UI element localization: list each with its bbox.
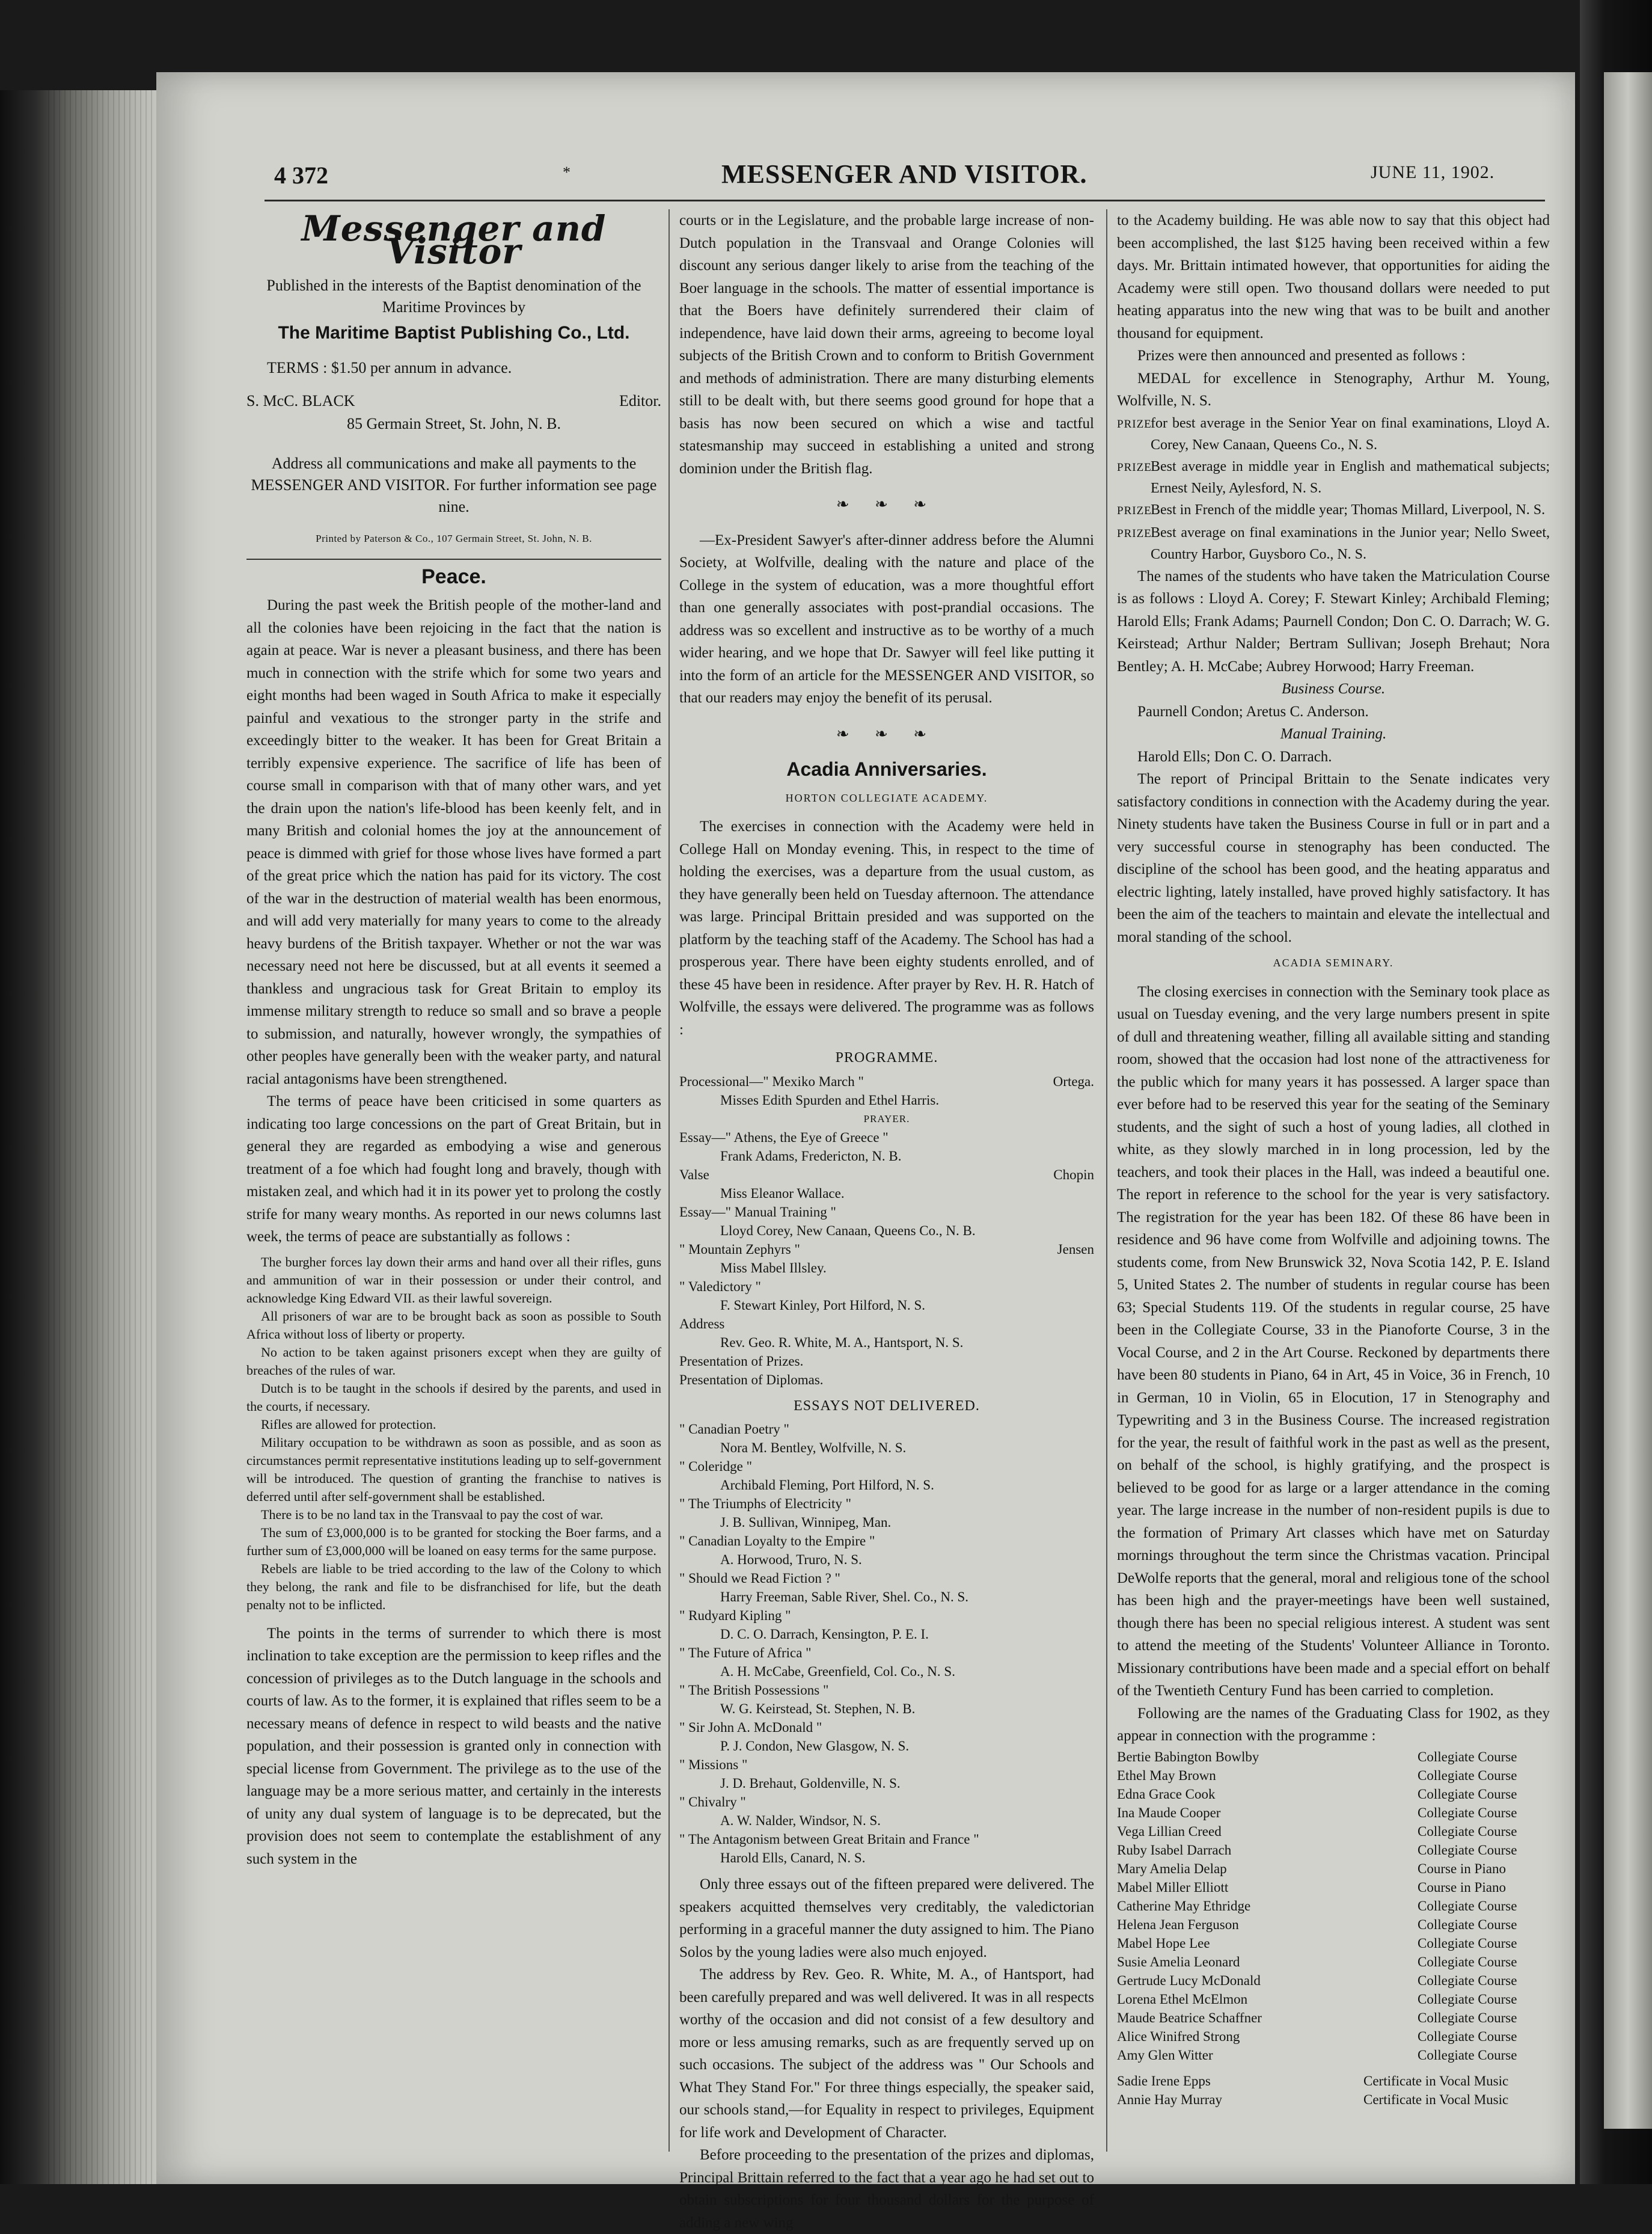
acadia-headline: Acadia Anniversaries. [786, 758, 987, 780]
masthead-address: 85 Germain Street, St. John, N. B. [346, 414, 561, 432]
masthead-instructions: Address all communications and make all payments to the MESSENGER AND VISITOR. For further information see page nine. [251, 455, 657, 515]
programme-item: Processional—" Mexiko March " Ortega. Misses Edith Spurden and Ethel Harris. [679, 1073, 1094, 1108]
peace-term: All prisoners of war are to be brought back as soon as possible to South Africa without loss of liberty or property. [246, 1308, 661, 1342]
sawyer-paragraph: —Ex-President Sawyer's after-dinner address before the Alumni Society, at Wolfville, dealing with the nature and place of the College in the system of education, was a more thoughtful effort than one generally associates with post-prandial occasions. The address was so excellent and instructive as to be worthy of a much wider hearing, and we hope that Dr. Sawyer will feel like putting it into the form of an article for the MESSENGER AND VISITOR, so that our readers may enjoy the benefit of its perusal. [679, 532, 1094, 706]
acadia-paragraph-7: The closing exercises in connection with the Seminary took place as usual on Tuesday evening, and the very large numbers present in spite of dull and threatening weather, filling all available sitting and standing room, showed that the occasion had lost none of the attractiveness for the public which for many years it has possessed. A larger space than ever before had to be reserved this year for the seating of the Seminary students, and the sight of such a host of young ladies, all clothed in white, as they slowly marched in in long procession, led by the teachers, and took their places in the Hall, was indeed a beautiful one. The report in reference to the school for the year is very satisfactory. The registration for the year has been 182. Of these 86 have been in residence and 96 have come from Wolfville and adjoining towns. The students come, from New Brunswick 32, Nova Scotia 142, P. E. Island 5, United States 2. The number of students in regular course has been 63; Special Students 119. Of the students in regular course, 25 have been in the Collegiate Course, 33 in the Pianoforte Course, 3 in the Vocal Course, and 2 in the Art Course. Reckoned by departments there have been 80 students in Piano, 64 in Art, 45 in Voice, 36 in French, 10 in German, 10 in Violin, 65 in Elocution, 17 in Stenography and Typewriting and 3 in the Business Course. The increased registration for the year, the result of faithful work in the past as well as the present, on behalf of the school, is highly gratifying, and the prospect is believed to be good for as large or a larger attendance in the coming year. The large increase in the number of non-resident pupils is due to the formation of Primary Art classes which have met on Saturday mornings throughout the term since the Christmas vacation. Principal DeWolfe reports that the general, moral and religious tone of the school has been high and the prayer-meetings have been well sustained, though there has been no special religious interest. A student was sent to attend the meeting of the Students' Volunteer Alliance in Toronto. Missionary contributions have been made and a special effort on behalf of the Twentieth Century Fund has been carried to completion. [1117, 983, 1550, 1699]
prize-item: PRIZE for best average in the Senior Year on final examinations, Lloyd A. Corey, New Canaan, Queens Co., N. S. [1117, 415, 1550, 453]
column-1 [246, 209, 661, 1870]
prize-item: PRIZE Best average in middle year in English and mathematical subjects; Ernest Neily, Aylesford, N. S. [1117, 458, 1550, 496]
divider-stars: ❧ ❧ ❧ [836, 496, 938, 513]
page-title: MESSENGER AND VISITOR. [721, 159, 1088, 189]
masthead-publisher: The Maritime Baptist Publishing Co., Ltd. [278, 323, 630, 343]
peace-term: Rifles are allowed for protection. [261, 1416, 436, 1432]
graduate-row: Ruby Isabel Darrach Collegiate Course [1117, 1842, 1517, 1858]
graduate-row: Lorena Ethel McElmon Collegiate Course [1117, 1991, 1517, 2007]
graduate-row: Susie Amelia Leonard Collegiate Course [1117, 1954, 1517, 1969]
medal-line: MEDAL for excellence in Stenography, Arthur M. Young, Wolfville, N. S. [1117, 370, 1550, 409]
printer-line: Printed by Paterson & Co., 107 Germain Street, St. John, N. B. [316, 533, 592, 544]
essay-item: " The British Possessions " W. G. Keirstead, St. Stephen, N. B. [679, 1683, 916, 1716]
graduates-list [1117, 1748, 1550, 2064]
header-rule [265, 200, 1545, 201]
programme-item: Essay—" Athens, the Eye of Greece " Frank Adams, Fredericton, N. B. [679, 1129, 902, 1164]
peace-term: There is to be no land tax in the Transvaal to pay the cost of war. [261, 1506, 604, 1522]
programme-item: Valse Chopin Miss Eleanor Wallace. [679, 1167, 1094, 1201]
editor-line [246, 390, 661, 413]
acadia-paragraph-3: The address by Rev. Geo. R. White, M. A., of Hantsport, had been carefully prepared and was well delivered. It was in all respects worthy of the occasion and did not consist of a few desultory and more or less amusing remarks, such as are frequently served up on such occasions. The subject of the address was " Our Schools and What They Stand For." For three things especially, the speaker said, our schools stand,—for Equality in respect to privileges, Equipment for life work and Development of Character. [679, 1966, 1094, 2141]
editor-name: S. McC. BLACK [246, 392, 355, 410]
peace-term: The burgher forces lay down their arms and hand over all their rifles, guns and ammunition of war in their possession or under their control, and acknowledge King Edward VII. as their lawful sovereign. [246, 1254, 661, 1306]
peace-paragraph-2: The terms of peace have been criticised in some quarters as indicating too large concessions on the part of Great Britain, but in general they are regarded as embodying a wise and generous treatment of a foe which had fought long and bravely, though with mistaken zeal, and which had it in its power yet to prolong the costly strife for many weary months. As reported in our news columns last week, the terms of peace are substantially as follows : [246, 1093, 661, 1245]
essay-item: " Chivalry " A. W. Nalder, Windsor, N. S. [679, 1794, 881, 1828]
essay-item: " The Antagonism between Great Britain and France " Harold Ells, Canard, N. S. [679, 1832, 979, 1865]
business-course-heading: Business Course. [1281, 681, 1386, 697]
graduate-row: Mary Amelia Delap Course in Piano [1117, 1861, 1506, 1876]
graduate-row: Mabel Hope Lee Collegiate Course [1117, 1935, 1517, 1951]
prize-item: PRIZE Best average on final examinations in the Junior year; Nello Sweet, Country Harbor, Guysboro Co., N. S. [1117, 524, 1550, 562]
peace-term: Military occupation to be withdrawn as soon as possible, and as soon as circumstances permit representative institutions leading up to self-government will be introduced. The question of granting the franchise to natives is deferred until after self-government shall be established. [246, 1434, 661, 1504]
divider-stars: ❧ ❧ ❧ [836, 725, 938, 743]
essay-item: " Rudyard Kipling " D. C. O. Darrach, Kensington, P. E. I. [679, 1608, 929, 1642]
header-star: * [563, 164, 571, 181]
essay-item: " Should we Read Fiction ? " Harry Freeman, Sable River, Shel. Co., N. S. [679, 1571, 969, 1604]
prizes-intro: Prizes were then announced and presented as follows : [1137, 348, 1466, 364]
column-2 [679, 209, 1094, 2234]
essay-item: " Missions " J. D. Brehaut, Goldenville, N. S. [679, 1757, 901, 1791]
prize-item: PRIZE Best in French of the middle year; Thomas Millard, Liverpool, N. S. [1117, 502, 1546, 518]
book-page-edges [0, 90, 162, 2184]
essay-item: " The Triumphs of Electricity " J. B. Sullivan, Winnipeg, Man. [679, 1496, 892, 1530]
peace-terms-list [246, 1253, 661, 1614]
matriculation-paragraph: The names of the students who have taken the Matriculation Course is as follows : Lloyd A. Corey; F. Stewart Kinley; Archibald Fleming; Harold Ells; Frank Adams; Paurnell Condon; Don C. O. Darrach; W. G. Keirstead; Arthur Nalder; Bertram Sullivan; Joseph Brehaut; Nora Bentley; A. H. McCabe; Aubrey Horwood; Harry Freeman. [1117, 568, 1550, 675]
essay-item: " The Future of Africa " A. H. McCabe, Greenfield, Col. Co., N. S. [679, 1645, 955, 1679]
programme-item: PRAYER. [863, 1112, 910, 1125]
acadia-paragraph-6: The report of Principal Brittain to the Senate indicates very satisfactory conditions in connection with the Academy during the year. Ninety students have taken the Business Course in full or in part and a very successful course in stenography has been conducted. The discipline of the school has been good, and the heating apparatus and electric lighting, lately installed, have proved highly satisfactory. It has been the aim of the teachers to maintain and elevate the intellectual and moral standing of the school. [1117, 771, 1550, 945]
page-header [156, 161, 1575, 203]
graduate-row: Bertie Babington Bowlby Collegiate Course [1117, 1749, 1517, 1764]
certificate-row: Sadie Irene Epps Certificate in Vocal Music [1117, 2073, 1509, 2088]
programme-item: " Mountain Zephyrs " Jensen Miss Mabel Illsley. [679, 1241, 1094, 1275]
peace-term: The sum of £3,000,000 is to be granted for stocking the Boer farms, and a further sum of £3,000,000 will be loaned on easy terms for the same purpose. [246, 1524, 661, 1558]
graduate-row: Ethel May Brown Collegiate Course [1117, 1767, 1517, 1783]
essay-item: " Sir John A. McDonald " P. J. Condon, New Glasgow, N. S. [679, 1720, 910, 1754]
acadia-paragraph-8: Following are the names of the Graduating Class for 1902, as they appear in connection with the programme : [1117, 1705, 1550, 1744]
manual-training-names: Harold Ells; Don C. O. Darrach. [1137, 748, 1332, 765]
graduate-row: Vega Lillian Creed Collegiate Course [1117, 1823, 1517, 1839]
essay-item: " Canadian Loyalty to the Empire " A. Horwood, Truro, N. S. [679, 1533, 875, 1567]
certificate-row: Annie Hay Murray Certificate in Vocal Music [1117, 2091, 1509, 2107]
graduate-row: Edna Grace Cook Collegiate Course [1117, 1786, 1517, 1802]
peace-paragraph-1: During the past week the British people of the mother-land and all the colonies have been rejoicing in the fact that the nation is again at peace. War is never a pleasant business, and there has been much in connection with the strife which for some two years and eight months had been waged in South Africa to make it especially painful and vexatious to the stronger party in the strife and exceedingly bitter to the weaker. It has been for Great Britain a terribly expensive experience. The sacrifice of life has been of course small in comparison with that of many other wars, and yet the drain upon the nation's life-blood has been keenly felt, and in many British and colonial homes the joy at the announcement of peace is dimmed with grief for those whose lives have formed a part of the great price which the nation has paid for its victory. The cost of the war in the destruction of material wealth has been enormous, and will add very materially for many years to come to the already heavy burdens of the British taxpayer. Whether or not the war was necessary need not here be discussed, but at all events it seemed a thankless and ungracious task for Great Britain to employ its immense military strength to reduce so small and so brave a people to submission, and naturally, however wrongly, the sympathies of other peoples have generally been with the weaker party, and natural racial antagonisms have been strengthened. [246, 597, 661, 1087]
masthead-terms: TERMS : $1.50 per annum in advance. [267, 358, 512, 376]
column-rule-1 [668, 209, 670, 2152]
programme-item: Address Rev. Geo. R. White, M. A., Hantsport, N. S. [679, 1316, 964, 1350]
graduate-row: Amy Glen Witter Collegiate Course [1117, 2047, 1517, 2063]
next-page-sliver [1604, 72, 1652, 2129]
newspaper-page [156, 72, 1575, 2231]
graduate-row: Helena Jean Ferguson Collegiate Course [1117, 1916, 1517, 1932]
column-3 [1117, 209, 1550, 2109]
programme-list [679, 1072, 1094, 1389]
certificates-list [1117, 2072, 1550, 2109]
seminary-heading: ACADIA SEMINARY. [1273, 957, 1394, 969]
graduate-row: Alice Winifred Strong Collegiate Course [1117, 2028, 1517, 2044]
graduate-row: Ina Maude Cooper Collegiate Course [1117, 1805, 1517, 1820]
column-rule-2 [1106, 209, 1107, 2152]
acadia-paragraph-4: Before proceeding to the presentation of the prizes and diplomas, Principal Brittain referred to the fact that a year ago he had set out to obtain subscriptions for four thousand dollars for the purpose of adding a new wing [679, 2147, 1094, 2231]
programme-item: Essay—" Manual Training " Lloyd Corey, New Canaan, Queens Co., N. B. [679, 1204, 976, 1238]
peace-term: No action to be taken against prisoners except when they are guilty of breaches of the rules of war. [246, 1344, 661, 1378]
programme-item: " Valedictory " F. Stewart Kinley, Port Hilford, N. S. [679, 1278, 926, 1313]
essay-item: " Coleridge " Archibald Fleming, Port Hilford, N. S. [679, 1459, 934, 1493]
acadia-paragraph-2: Only three essays out of the fifteen prepared were delivered. The speakers acquitted themselves very creditably, the valedictorian performing in a graceful manner the duty assigned to him. The Piano Solos by the young ladies were also much enjoyed. [679, 1876, 1094, 1960]
acadia-paragraph-1: The exercises in connection with the Academy were held in College Hall on Monday evening. This, in respect to the time of holding the exercises, was a departure from the usual custom, as they have generally been held on Tuesday afternoon. The attendance was large. Principal Brittain presided and was supported on the platform by the teaching staff of the Academy. The School has had a prosperous year. There have been eighty students enrolled, and of these 45 have been in residence. After prayer by Rev. H. R. Hatch of Wolfville, the essays were delivered. The programme was as follows : [679, 818, 1094, 1038]
programme-item: Presentation of Diplomas. [679, 1372, 824, 1387]
prizes-list [1117, 413, 1550, 565]
graduate-row: Gertrude Lucy McDonald Collegiate Course [1117, 1972, 1517, 1988]
programme-heading: PROGRAMME. [835, 1050, 938, 1066]
programme-item: Presentation of Prizes. [679, 1353, 804, 1369]
graduate-row: Mabel Miller Elliott Course in Piano [1117, 1879, 1506, 1895]
business-course-names: Paurnell Condon; Aretus C. Anderson. [1137, 703, 1369, 720]
academy-subhead: HORTON COLLEGIATE ACADEMY. [785, 791, 988, 804]
editor-label: Editor. [619, 392, 661, 410]
essay-item: " Canadian Poetry " Nora M. Bentley, Wolfville, N. S. [679, 1422, 907, 1455]
page-date: JUNE 11, 1902. [1371, 162, 1495, 182]
acadia-paragraph-5: to the Academy building. He was able now to say that this object had been accomplished, the last $125 having been received within a few days. Mr. Brittain intimated however, that opportunities for aiding the Academy were still open. Two thousand dollars were needed to put heating apparatus into the new wing that was to be built and another thousand for equipment. [1117, 212, 1550, 342]
manual-training-heading: Manual Training. [1280, 726, 1387, 742]
peace-headline: Peace. [421, 565, 486, 588]
essays-heading: ESSAYS NOT DELIVERED. [794, 1398, 980, 1414]
graduate-row: Maude Beatrice Schaffner Collegiate Course [1117, 2010, 1517, 2025]
essays-list [679, 1420, 1094, 1867]
graduate-row: Catherine May Ethridge Collegiate Course [1117, 1898, 1517, 1913]
peace-term: Rebels are liable to be tried according to the law of the Colony to which they belong, the rank and file to be disfranchised for life, but the death penalty not to be inflicted. [246, 1560, 661, 1612]
peace-paragraph-4: courts or in the Legislature, and the probable large increase of non-Dutch population in the Transvaal and Orange Colonies will discount any serious danger likely to arise from the teaching of the Boer language in the schools. The matter of essential importance is that the Boers have definitely surrendered their claim of independence, have laid down their arms, agreeing to become loyal subjects of the British Crown and to conform to British Government and methods of administration. There are many disturbing elements still to be dealt with, but there seems good ground for hope that a basis has now been secured on which a wise and tactful statesmanship may succeed in establishing a united and strong dominion under the British flag. [679, 212, 1094, 477]
page-number: 4 372 [274, 162, 328, 189]
peace-paragraph-3: The points in the terms of surrender to which there is most inclination to take exception are the permission to keep rifles and the concession of privileges as to the Dutch language in the schools and courts of law. As to the former, it is explained that rifles seem to be a necessary means of defence in respect to wild beasts and the native population, and their possession is granted only in connection with special license from Government. The privilege as to the use of the language may be a more serious matter, and certainly in the interests of unity any dual system of language is to be deprecated, but the provision does not seem to contemplate the establishment of any such system in the [246, 1625, 661, 1867]
masthead-title: Messenger and Visitor [301, 208, 607, 272]
masthead-published: Published in the interests of the Baptist denomination of the Maritime Provinces by [266, 277, 641, 316]
peace-term: Dutch is to be taught in the schools if desired by the parents, and used in the courts, if necessary. [246, 1380, 661, 1414]
